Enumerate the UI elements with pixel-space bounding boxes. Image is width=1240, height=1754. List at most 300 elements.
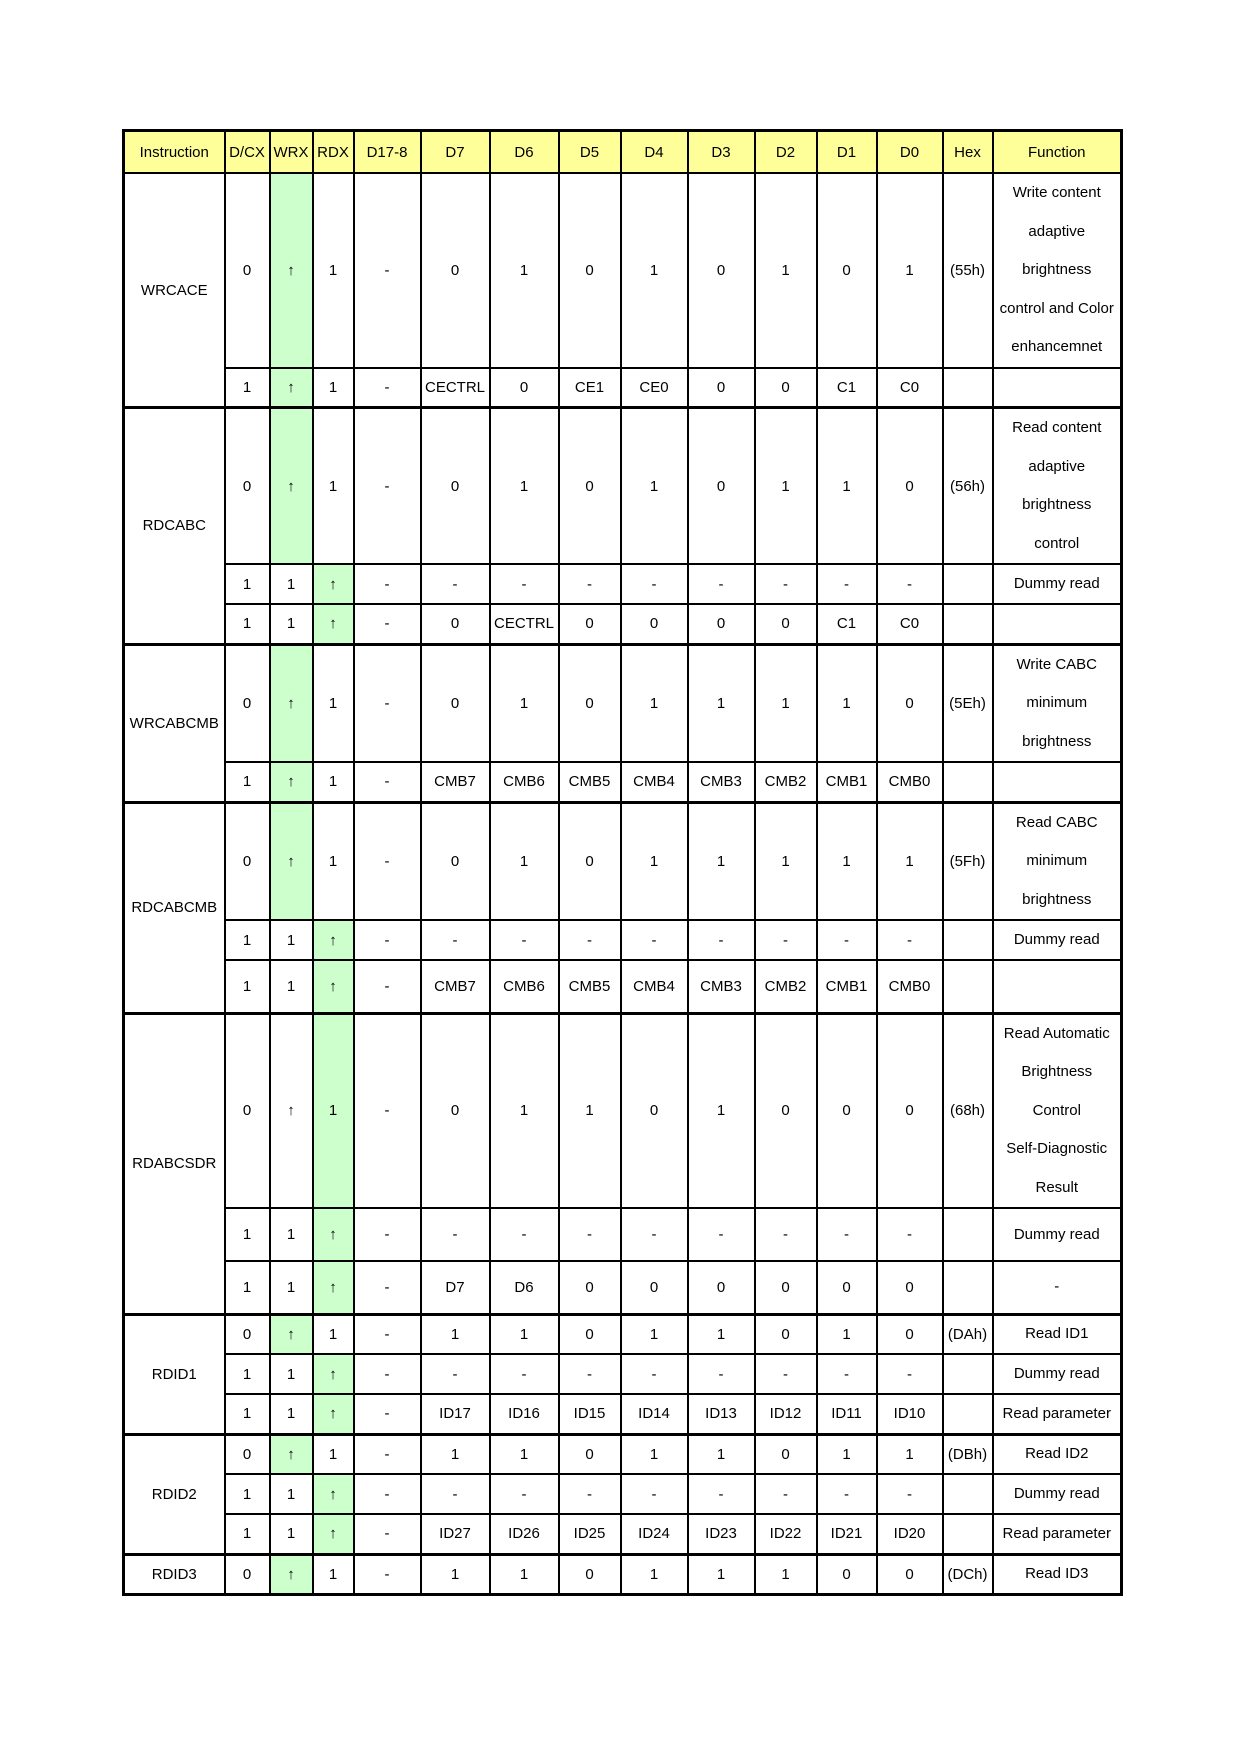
rdx-cell: 1 (313, 1554, 354, 1594)
dcx-cell: 1 (225, 368, 270, 408)
function-line: Dummy read (1013, 1365, 1100, 1382)
d0-cell: C0 (877, 368, 943, 408)
function-cell (993, 1474, 1122, 1514)
d5-cell: 0 (559, 408, 621, 565)
function-line: minimum (1026, 694, 1088, 711)
d5-cell: - (559, 564, 621, 604)
function-cell (993, 1434, 1122, 1474)
d0-cell: 1 (877, 1434, 943, 1474)
function-cell (993, 1554, 1122, 1594)
hex-cell (943, 1514, 993, 1554)
d6-cell: - (490, 1474, 559, 1514)
header-row (124, 131, 1122, 174)
d2-cell: 0 (755, 1434, 817, 1474)
rdx-cell: 1 (313, 408, 354, 565)
dcx-cell: 1 (225, 564, 270, 604)
d1-cell: 0 (817, 173, 877, 368)
d2-cell: - (755, 1474, 817, 1514)
wrx-cell: ↑ (270, 1434, 313, 1474)
d4-cell: 0 (621, 1261, 688, 1314)
function-line: Read Automatic (1003, 1024, 1110, 1042)
function-cell (993, 1208, 1122, 1261)
rdx-cell: ↑ (313, 604, 354, 644)
d7-cell: D7 (421, 1261, 490, 1314)
d4-cell: 1 (621, 802, 688, 920)
d7-cell: - (421, 564, 490, 604)
d3-cell: 0 (688, 408, 755, 565)
function-cell (993, 1314, 1122, 1354)
d0-cell: - (877, 920, 943, 960)
d7-cell: 1 (421, 1554, 490, 1594)
function-cell (993, 1261, 1122, 1314)
header-d17-8: D17-8 (354, 131, 421, 174)
function-line: - (1054, 1278, 1060, 1296)
instruction-cell: RDCABC (124, 408, 225, 645)
d3-cell: 0 (688, 368, 755, 408)
table-row (124, 1434, 1122, 1474)
function-cell (993, 802, 1122, 920)
d17-8-cell: - (354, 1208, 421, 1261)
wrx-cell: 1 (270, 1208, 313, 1261)
hex-cell: (5Eh) (943, 644, 993, 762)
wrx-cell: 1 (270, 1354, 313, 1394)
d0-cell: - (877, 564, 943, 604)
d3-cell: 0 (688, 604, 755, 644)
rdx-cell: 1 (313, 1434, 354, 1474)
header-d0: D0 (877, 131, 943, 174)
table-row (124, 762, 1122, 802)
d2-cell: - (755, 1208, 817, 1261)
d3-cell: ID23 (688, 1514, 755, 1554)
d2-cell: CMB2 (755, 960, 817, 1013)
function-line: Read ID3 (1025, 1565, 1089, 1582)
header-d6: D6 (490, 131, 559, 174)
d17-8-cell: - (354, 564, 421, 604)
d6-cell: - (490, 920, 559, 960)
rdx-cell: ↑ (313, 920, 354, 960)
d4-cell: 1 (621, 408, 688, 565)
d0-cell: 0 (877, 644, 943, 762)
d7-cell: ID27 (421, 1514, 490, 1554)
d17-8-cell: - (354, 1354, 421, 1394)
d6-cell: ID26 (490, 1514, 559, 1554)
dcx-cell: 1 (225, 1474, 270, 1514)
d2-cell: - (755, 1354, 817, 1394)
d1-cell: CMB1 (817, 762, 877, 802)
header-rdx: RDX (313, 131, 354, 174)
d4-cell: CMB4 (621, 960, 688, 1013)
rdx-cell: ↑ (313, 960, 354, 1013)
hex-cell: (DCh) (943, 1554, 993, 1594)
dcx-cell: 1 (225, 1261, 270, 1314)
d0-cell: 0 (877, 1314, 943, 1354)
d5-cell: CMB5 (559, 762, 621, 802)
d0-cell: CMB0 (877, 762, 943, 802)
d17-8-cell: - (354, 368, 421, 408)
d0-cell: 0 (877, 1013, 943, 1208)
function-cell (993, 762, 1122, 802)
hex-cell (943, 960, 993, 1013)
function-cell (993, 368, 1122, 408)
d2-cell: 1 (755, 408, 817, 565)
d7-cell: 0 (421, 173, 490, 368)
d2-cell: 1 (755, 802, 817, 920)
wrx-cell: ↑ (270, 644, 313, 762)
d17-8-cell: - (354, 173, 421, 368)
d5-cell: - (559, 920, 621, 960)
function-line: adaptive (1028, 457, 1086, 475)
d7-cell: CMB7 (421, 762, 490, 802)
d7-cell: 0 (421, 802, 490, 920)
d0-cell: C0 (877, 604, 943, 644)
function-cell (993, 1013, 1122, 1208)
d0-cell: 0 (877, 1261, 943, 1314)
d6-cell: CMB6 (490, 960, 559, 1013)
dcx-cell: 0 (225, 1314, 270, 1354)
function-line: Read parameter (1002, 1404, 1111, 1422)
table-row (124, 644, 1122, 762)
d2-cell: - (755, 920, 817, 960)
hex-cell (943, 1394, 993, 1434)
function-line: brightness (1022, 890, 1092, 908)
d4-cell: CE0 (621, 368, 688, 408)
function-cell (993, 1354, 1122, 1394)
d3-cell: 1 (688, 1314, 755, 1354)
d7-cell: 1 (421, 1314, 490, 1354)
d6-cell: 1 (490, 1314, 559, 1354)
function-line: control (1034, 534, 1080, 552)
d7-cell: - (421, 1208, 490, 1261)
d2-cell: - (755, 564, 817, 604)
hex-cell (943, 368, 993, 408)
d2-cell: 1 (755, 173, 817, 368)
header-d3: D3 (688, 131, 755, 174)
d7-cell: 0 (421, 1013, 490, 1208)
wrx-cell: 1 (270, 604, 313, 644)
d3-cell: 0 (688, 1261, 755, 1314)
wrx-cell: ↑ (270, 368, 313, 408)
d1-cell: - (817, 920, 877, 960)
d6-cell: ID16 (490, 1394, 559, 1434)
d17-8-cell: - (354, 1514, 421, 1554)
d5-cell: CMB5 (559, 960, 621, 1013)
d5-cell: - (559, 1354, 621, 1394)
rdx-cell: ↑ (313, 1354, 354, 1394)
hex-cell (943, 1354, 993, 1394)
d1-cell: ID21 (817, 1514, 877, 1554)
d1-cell: - (817, 1354, 877, 1394)
d3-cell: 1 (688, 1013, 755, 1208)
wrx-cell: 1 (270, 920, 313, 960)
function-line: brightness (1022, 496, 1092, 513)
d5-cell: 1 (559, 1013, 621, 1208)
dcx-cell: 1 (225, 1394, 270, 1434)
d3-cell: CMB3 (688, 762, 755, 802)
d3-cell: - (688, 920, 755, 960)
d17-8-cell: - (354, 604, 421, 644)
command-table (122, 129, 1123, 1596)
dcx-cell: 0 (225, 173, 270, 368)
d2-cell: 0 (755, 604, 817, 644)
d7-cell: 0 (421, 408, 490, 565)
d4-cell: 1 (621, 173, 688, 368)
header-d2: D2 (755, 131, 817, 174)
wrx-cell: ↑ (270, 1013, 313, 1208)
d2-cell: 0 (755, 1261, 817, 1314)
table-row (124, 920, 1122, 960)
rdx-cell: 1 (313, 644, 354, 762)
function-line: Read content (1012, 419, 1102, 436)
dcx-cell: 1 (225, 1514, 270, 1554)
table-row (124, 408, 1122, 565)
d17-8-cell: - (354, 1554, 421, 1594)
function-cell (993, 604, 1122, 644)
dcx-cell: 1 (225, 1208, 270, 1261)
d4-cell: - (621, 920, 688, 960)
d6-cell: 1 (490, 644, 559, 762)
dcx-cell: 1 (225, 920, 270, 960)
wrx-cell: ↑ (270, 173, 313, 368)
d1-cell: - (817, 564, 877, 604)
d0-cell: 0 (877, 1554, 943, 1594)
d4-cell: CMB4 (621, 762, 688, 802)
d0-cell: CMB0 (877, 960, 943, 1013)
function-line: Write CABC (1016, 655, 1098, 673)
d1-cell: C1 (817, 604, 877, 644)
function-line: control and Color (999, 299, 1114, 317)
d17-8-cell: - (354, 960, 421, 1013)
d17-8-cell: - (354, 762, 421, 802)
d3-cell: - (688, 1354, 755, 1394)
d0-cell: - (877, 1208, 943, 1261)
d6-cell: 0 (490, 368, 559, 408)
d1-cell: 0 (817, 1554, 877, 1594)
d17-8-cell: - (354, 802, 421, 920)
function-cell (993, 408, 1122, 565)
d3-cell: 1 (688, 1554, 755, 1594)
d7-cell: CMB7 (421, 960, 490, 1013)
wrx-cell: ↑ (270, 1554, 313, 1594)
hex-cell (943, 1261, 993, 1314)
d2-cell: 1 (755, 644, 817, 762)
d4-cell: 1 (621, 1554, 688, 1594)
d7-cell: 0 (421, 604, 490, 644)
wrx-cell: 1 (270, 564, 313, 604)
wrx-cell: 1 (270, 1474, 313, 1514)
d2-cell: 0 (755, 1013, 817, 1208)
d1-cell: 0 (817, 1261, 877, 1314)
d6-cell: - (490, 1208, 559, 1261)
d7-cell: CECTRL (421, 368, 490, 408)
d5-cell: ID15 (559, 1394, 621, 1434)
function-line: Read ID1 (1025, 1325, 1089, 1343)
rdx-cell: ↑ (313, 564, 354, 604)
header-instruction: Instruction (124, 131, 225, 174)
d4-cell: - (621, 1354, 688, 1394)
table-row (124, 1394, 1122, 1434)
d3-cell: CMB3 (688, 960, 755, 1013)
rdx-cell: ↑ (313, 1208, 354, 1261)
dcx-cell: 1 (225, 604, 270, 644)
d3-cell: - (688, 564, 755, 604)
header-d5: D5 (559, 131, 621, 174)
wrx-cell: 1 (270, 1514, 313, 1554)
header-wrx: WRX (270, 131, 313, 174)
d5-cell: - (559, 1474, 621, 1514)
d6-cell: D6 (490, 1261, 559, 1314)
wrx-cell: ↑ (270, 762, 313, 802)
rdx-cell: ↑ (313, 1394, 354, 1434)
function-line: Control (1032, 1101, 1081, 1119)
d6-cell: 1 (490, 173, 559, 368)
wrx-cell: 1 (270, 1261, 313, 1314)
d3-cell: 1 (688, 802, 755, 920)
d5-cell: 0 (559, 604, 621, 644)
d7-cell: 0 (421, 644, 490, 762)
instruction-cell: RDCABCMB (124, 802, 225, 1013)
d4-cell: - (621, 1474, 688, 1514)
function-cell (993, 173, 1122, 368)
function-cell (993, 920, 1122, 960)
hex-cell: (55h) (943, 173, 993, 368)
d17-8-cell: - (354, 408, 421, 565)
d1-cell: 1 (817, 1434, 877, 1474)
d6-cell: CECTRL (490, 604, 559, 644)
function-line: adaptive (1028, 222, 1086, 240)
d2-cell: ID22 (755, 1514, 817, 1554)
d6-cell: 1 (490, 802, 559, 920)
d1-cell: CMB1 (817, 960, 877, 1013)
function-line: Write content (1012, 184, 1101, 201)
dcx-cell: 1 (225, 762, 270, 802)
function-line: brightness (1022, 732, 1092, 750)
dcx-cell: 0 (225, 644, 270, 762)
d5-cell: 0 (559, 1314, 621, 1354)
d3-cell: 0 (688, 173, 755, 368)
instruction-cell: WRCACE (124, 173, 225, 408)
d5-cell: 0 (559, 1554, 621, 1594)
d17-8-cell: - (354, 1394, 421, 1434)
d5-cell: 0 (559, 1261, 621, 1314)
table-row (124, 1314, 1122, 1354)
wrx-cell: ↑ (270, 408, 313, 565)
table-row (124, 1554, 1122, 1594)
d6-cell: 1 (490, 1434, 559, 1474)
table-body (124, 173, 1122, 1594)
d5-cell: CE1 (559, 368, 621, 408)
d3-cell: 1 (688, 1434, 755, 1474)
d0-cell: - (877, 1354, 943, 1394)
dcx-cell: 1 (225, 960, 270, 1013)
function-line: Read ID2 (1025, 1445, 1089, 1463)
rdx-cell: 1 (313, 762, 354, 802)
rdx-cell: ↑ (313, 1261, 354, 1314)
function-cell (993, 1514, 1122, 1554)
d1-cell: - (817, 1474, 877, 1514)
d1-cell: ID11 (817, 1394, 877, 1434)
hex-cell: (56h) (943, 408, 993, 565)
instruction-cell: RDID1 (124, 1314, 225, 1434)
d5-cell: - (559, 1208, 621, 1261)
hex-cell: (DBh) (943, 1434, 993, 1474)
wrx-cell: ↑ (270, 802, 313, 920)
d4-cell: ID14 (621, 1394, 688, 1434)
function-cell (993, 960, 1122, 1013)
function-line: Dummy read (1013, 1225, 1100, 1243)
d17-8-cell: - (354, 1261, 421, 1314)
d0-cell: - (877, 1474, 943, 1514)
d17-8-cell: - (354, 1314, 421, 1354)
d4-cell: 1 (621, 1434, 688, 1474)
table-row (124, 802, 1122, 920)
d2-cell: 0 (755, 368, 817, 408)
rdx-cell: ↑ (313, 1474, 354, 1514)
header-d7: D7 (421, 131, 490, 174)
table-row (124, 1474, 1122, 1514)
instruction-cell: RDID2 (124, 1434, 225, 1554)
d6-cell: - (490, 1354, 559, 1394)
hex-cell (943, 762, 993, 802)
d0-cell: 1 (877, 173, 943, 368)
rdx-cell: 1 (313, 1314, 354, 1354)
d17-8-cell: - (354, 920, 421, 960)
wrx-cell: ↑ (270, 1314, 313, 1354)
d5-cell: 0 (559, 802, 621, 920)
d1-cell: 1 (817, 1314, 877, 1354)
function-line: brightness (1022, 261, 1092, 278)
function-line: Brightness (1021, 1063, 1093, 1080)
d4-cell: - (621, 564, 688, 604)
d17-8-cell: - (354, 1474, 421, 1514)
instruction-cell: RDID3 (124, 1554, 225, 1594)
header-d4: D4 (621, 131, 688, 174)
d7-cell: - (421, 1474, 490, 1514)
instruction-cell: RDABCSDR (124, 1013, 225, 1314)
header-d1: D1 (817, 131, 877, 174)
d2-cell: ID12 (755, 1394, 817, 1434)
header-dcx: D/CX (225, 131, 270, 174)
hex-cell: (5Fh) (943, 802, 993, 920)
wrx-cell: 1 (270, 960, 313, 1013)
d7-cell: - (421, 1354, 490, 1394)
function-cell (993, 564, 1122, 604)
d1-cell: 0 (817, 1013, 877, 1208)
d0-cell: 1 (877, 802, 943, 920)
d1-cell: 1 (817, 644, 877, 762)
d1-cell: 1 (817, 408, 877, 565)
table-row (124, 960, 1122, 1013)
d4-cell: ID24 (621, 1514, 688, 1554)
d0-cell: 0 (877, 408, 943, 565)
d0-cell: ID10 (877, 1394, 943, 1434)
function-line: Dummy read (1013, 1485, 1100, 1502)
dcx-cell: 0 (225, 408, 270, 565)
dcx-cell: 0 (225, 1434, 270, 1474)
table-row (124, 1261, 1122, 1314)
function-cell (993, 1394, 1122, 1434)
d0-cell: ID20 (877, 1514, 943, 1554)
dcx-cell: 1 (225, 1354, 270, 1394)
d17-8-cell: - (354, 1013, 421, 1208)
d1-cell: 1 (817, 802, 877, 920)
d7-cell: - (421, 920, 490, 960)
d6-cell: 1 (490, 1013, 559, 1208)
d3-cell: ID13 (688, 1394, 755, 1434)
d7-cell: 1 (421, 1434, 490, 1474)
d1-cell: C1 (817, 368, 877, 408)
d17-8-cell: - (354, 1434, 421, 1474)
d4-cell: 0 (621, 1013, 688, 1208)
